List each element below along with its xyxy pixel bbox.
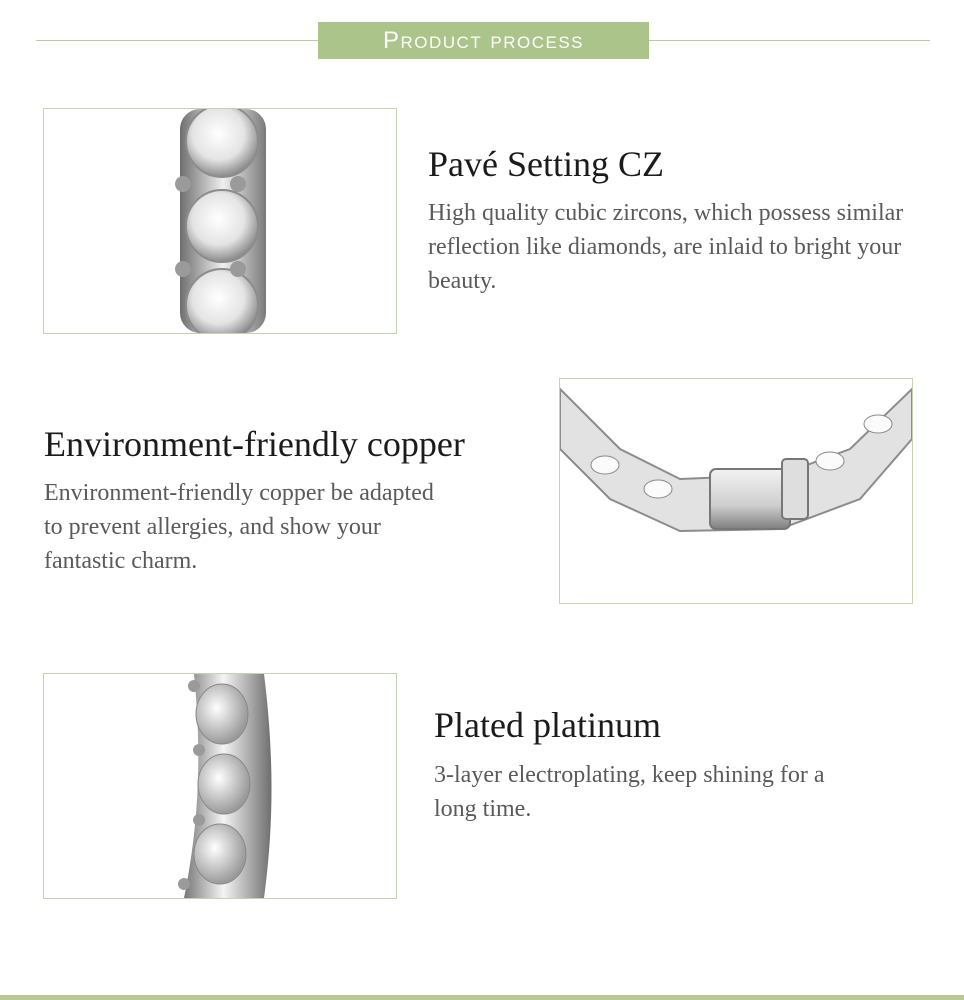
copper-clasp-image: [559, 378, 913, 604]
feature-title-copper: Environment-friendly copper: [44, 424, 465, 464]
platinum-band-image: [43, 673, 397, 899]
pave-setting-image: [43, 108, 397, 334]
bracelet-clasp-illustration: [560, 379, 912, 603]
ring-side-illustration: [44, 674, 396, 898]
bottom-divider: [0, 995, 964, 1000]
feature-desc-copper: Environment-friendly copper be adapted to prevent allergies, and show your fantastic charm.: [44, 480, 434, 574]
feature-desc-pave: High quality cubic zircons, which possess similar reflection like diamonds, are inlaid to bright your beauty.: [428, 200, 904, 294]
ring-closeup-illustration: [44, 109, 396, 333]
feature-desc-platinum: 3-layer electroplating, keep shining for a long time.: [434, 762, 825, 822]
section-banner: Product process: [318, 22, 649, 59]
header-rule-right: [649, 40, 930, 41]
feature-title-pave: Pavé Setting CZ: [428, 144, 664, 184]
feature-title-platinum: Plated platinum: [434, 705, 661, 745]
header-rule-left: [36, 40, 318, 41]
